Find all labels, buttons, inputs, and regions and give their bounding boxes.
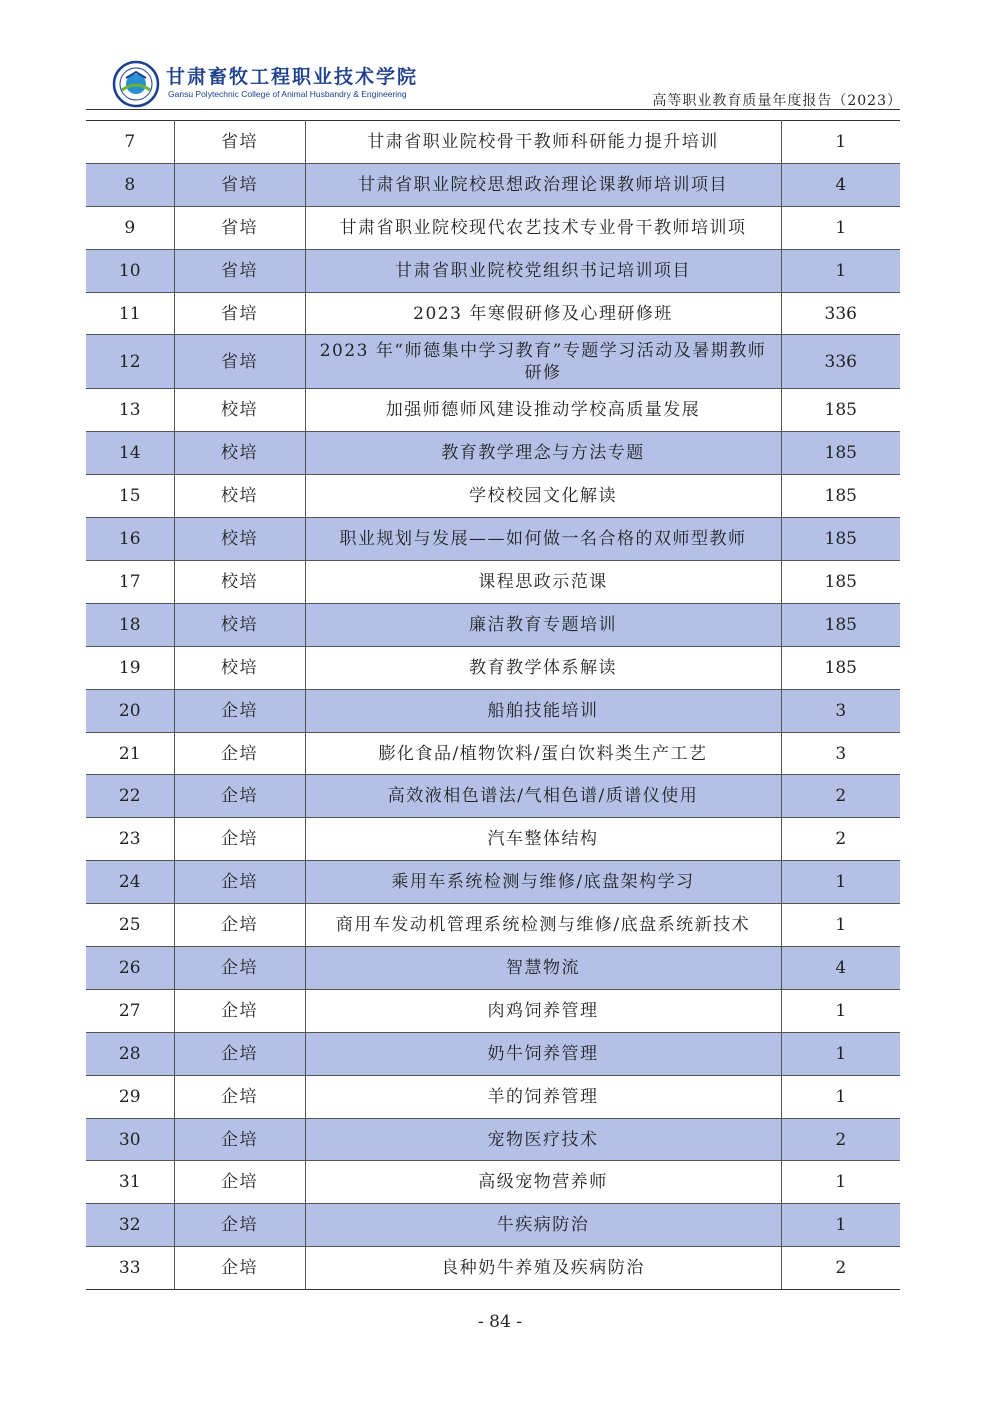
cell-training-type: 省培: [174, 163, 305, 206]
cell-training-name: 商用车发动机管理系统检测与维修/底盘系统新技术: [305, 904, 781, 947]
table-row: [86, 1161, 900, 1204]
cell-training-name: 课程思政示范课: [305, 561, 781, 604]
cell-number: 32: [86, 1204, 174, 1247]
cell-training-name: 奶牛饲养管理: [305, 1032, 781, 1075]
cell-number: 18: [86, 603, 174, 646]
cell-participant-count: 336: [781, 292, 900, 335]
table-row: [86, 1204, 900, 1247]
cell-training-name: 教育教学体系解读: [305, 646, 781, 689]
school-name-cn: 甘肃畜牧工程职业技术学院: [166, 66, 419, 88]
cell-training-name: 智慧物流: [305, 947, 781, 990]
table-row: [86, 904, 900, 947]
cell-training-name: 甘肃省职业院校思想政治理论课教师培训项目: [305, 163, 781, 206]
cell-training-type: 省培: [174, 335, 305, 389]
page-number: - 84 -: [478, 1312, 522, 1332]
cell-training-type: 企培: [174, 1075, 305, 1118]
cell-participant-count: 1: [781, 121, 900, 164]
cell-training-name: 加强师德师风建设推动学校高质量发展: [305, 389, 781, 432]
cell-participant-count: 2: [781, 1247, 900, 1290]
cell-training-type: 企培: [174, 732, 305, 775]
cell-training-type: 企培: [174, 1247, 305, 1290]
cell-training-name: 高效液相色谱法/气相色谱/质谱仪使用: [305, 775, 781, 818]
table-row: [86, 518, 900, 561]
cell-training-name: 乘用车系统检测与维修/底盘架构学习: [305, 861, 781, 904]
cell-training-name: 船舶技能培训: [305, 689, 781, 732]
cell-number: 26: [86, 947, 174, 990]
table-row: [86, 861, 900, 904]
cell-number: 29: [86, 1075, 174, 1118]
cell-number: 20: [86, 689, 174, 732]
table-row: [86, 689, 900, 732]
cell-training-name: 汽车整体结构: [305, 818, 781, 861]
cell-participant-count: 185: [781, 432, 900, 475]
cell-training-type: 校培: [174, 389, 305, 432]
table-row: [86, 989, 900, 1032]
table-row: [86, 249, 900, 292]
cell-participant-count: 1: [781, 206, 900, 249]
cell-training-type: 校培: [174, 646, 305, 689]
cell-participant-count: 185: [781, 475, 900, 518]
table-row: [86, 732, 900, 775]
cell-training-name: 2023 年“师德集中学习教育”专题学习活动及暑期教师研修: [305, 335, 781, 389]
cell-participant-count: 1: [781, 1032, 900, 1075]
cell-training-name: 良种奶牛养殖及疾病防治: [305, 1247, 781, 1290]
cell-training-type: 企培: [174, 861, 305, 904]
table-row: [86, 121, 900, 164]
page-header: [112, 58, 902, 110]
cell-training-name: 膨化食品/植物饮料/蛋白饮料类生产工艺: [305, 732, 781, 775]
table-row: [86, 1118, 900, 1161]
cell-training-name: 甘肃省职业院校现代农艺技术专业骨干教师培训项: [305, 206, 781, 249]
cell-number: 21: [86, 732, 174, 775]
table-row: [86, 1075, 900, 1118]
cell-training-name: 甘肃省职业院校党组织书记培训项目: [305, 249, 781, 292]
cell-training-name: 高级宠物营养师: [305, 1161, 781, 1204]
cell-training-type: 校培: [174, 603, 305, 646]
cell-training-type: 企培: [174, 775, 305, 818]
cell-training-type: 省培: [174, 121, 305, 164]
cell-number: 13: [86, 389, 174, 432]
cell-training-type: 校培: [174, 432, 305, 475]
table-row: [86, 646, 900, 689]
cell-training-type: 校培: [174, 475, 305, 518]
cell-training-name: 牛疾病防治: [305, 1204, 781, 1247]
cell-number: 28: [86, 1032, 174, 1075]
cell-number: 23: [86, 818, 174, 861]
cell-number: 27: [86, 989, 174, 1032]
table-body: [86, 121, 900, 1290]
cell-number: 10: [86, 249, 174, 292]
cell-number: 8: [86, 163, 174, 206]
cell-training-name: 甘肃省职业院校骨干教师科研能力提升培训: [305, 121, 781, 164]
header-divider: [86, 109, 900, 110]
cell-participant-count: 3: [781, 689, 900, 732]
table-row: [86, 432, 900, 475]
cell-participant-count: 185: [781, 561, 900, 604]
cell-number: 7: [86, 121, 174, 164]
table-row: [86, 1247, 900, 1290]
cell-number: 14: [86, 432, 174, 475]
cell-participant-count: 2: [781, 818, 900, 861]
cell-training-name: 学校校园文化解读: [305, 475, 781, 518]
school-seal-logo: [112, 60, 160, 108]
cell-training-type: 企培: [174, 1204, 305, 1247]
table-row: [86, 1032, 900, 1075]
cell-participant-count: 185: [781, 389, 900, 432]
table-row: [86, 206, 900, 249]
cell-number: 11: [86, 292, 174, 335]
cell-training-name: 教育教学理念与方法专题: [305, 432, 781, 475]
cell-participant-count: 3: [781, 732, 900, 775]
cell-participant-count: 1: [781, 989, 900, 1032]
cell-participant-count: 2: [781, 1118, 900, 1161]
cell-participant-count: 1: [781, 1204, 900, 1247]
training-table: [86, 120, 900, 1290]
cell-number: 15: [86, 475, 174, 518]
cell-number: 17: [86, 561, 174, 604]
cell-number: 22: [86, 775, 174, 818]
cell-participant-count: 1: [781, 1161, 900, 1204]
cell-training-type: 省培: [174, 292, 305, 335]
cell-training-type: 企培: [174, 1118, 305, 1161]
cell-participant-count: 4: [781, 947, 900, 990]
cell-participant-count: 185: [781, 646, 900, 689]
cell-training-name: 职业规划与发展——如何做一名合格的双师型教师: [305, 518, 781, 561]
cell-training-type: 企培: [174, 818, 305, 861]
cell-training-type: 企培: [174, 1032, 305, 1075]
cell-number: 16: [86, 518, 174, 561]
cell-number: 30: [86, 1118, 174, 1161]
cell-number: 31: [86, 1161, 174, 1204]
cell-training-name: 肉鸡饲养管理: [305, 989, 781, 1032]
cell-participant-count: 2: [781, 775, 900, 818]
table-row: [86, 818, 900, 861]
table-row: [86, 292, 900, 335]
cell-training-name: 2023 年寒假研修及心理研修班: [305, 292, 781, 335]
report-title: 高等职业教育质量年度报告（2023）: [652, 93, 902, 109]
cell-participant-count: 336: [781, 335, 900, 389]
table-row: [86, 603, 900, 646]
cell-number: 33: [86, 1247, 174, 1290]
table-row: [86, 775, 900, 818]
cell-training-type: 校培: [174, 518, 305, 561]
cell-training-name: 廉洁教育专题培训: [305, 603, 781, 646]
cell-training-type: 企培: [174, 904, 305, 947]
cell-training-type: 企培: [174, 1161, 305, 1204]
cell-training-type: 企培: [174, 989, 305, 1032]
cell-training-type: 企培: [174, 689, 305, 732]
table-row: [86, 163, 900, 206]
table-row: [86, 475, 900, 518]
cell-training-type: 省培: [174, 206, 305, 249]
table-row: [86, 389, 900, 432]
cell-participant-count: 1: [781, 1075, 900, 1118]
cell-participant-count: 4: [781, 163, 900, 206]
table-row: [86, 335, 900, 389]
cell-training-type: 省培: [174, 249, 305, 292]
cell-participant-count: 1: [781, 861, 900, 904]
cell-participant-count: 1: [781, 904, 900, 947]
school-name-en: Gansu Polytechnic College of Animal Husbandry & Engineering: [168, 89, 407, 99]
cell-number: 12: [86, 335, 174, 389]
cell-training-name: 宠物医疗技术: [305, 1118, 781, 1161]
cell-training-name: 羊的饲养管理: [305, 1075, 781, 1118]
cell-participant-count: 185: [781, 518, 900, 561]
cell-number: 25: [86, 904, 174, 947]
cell-participant-count: 1: [781, 249, 900, 292]
table-row: [86, 947, 900, 990]
table-row: [86, 561, 900, 604]
cell-participant-count: 185: [781, 603, 900, 646]
cell-training-type: 企培: [174, 947, 305, 990]
cell-training-type: 校培: [174, 561, 305, 604]
cell-number: 9: [86, 206, 174, 249]
cell-number: 19: [86, 646, 174, 689]
cell-number: 24: [86, 861, 174, 904]
